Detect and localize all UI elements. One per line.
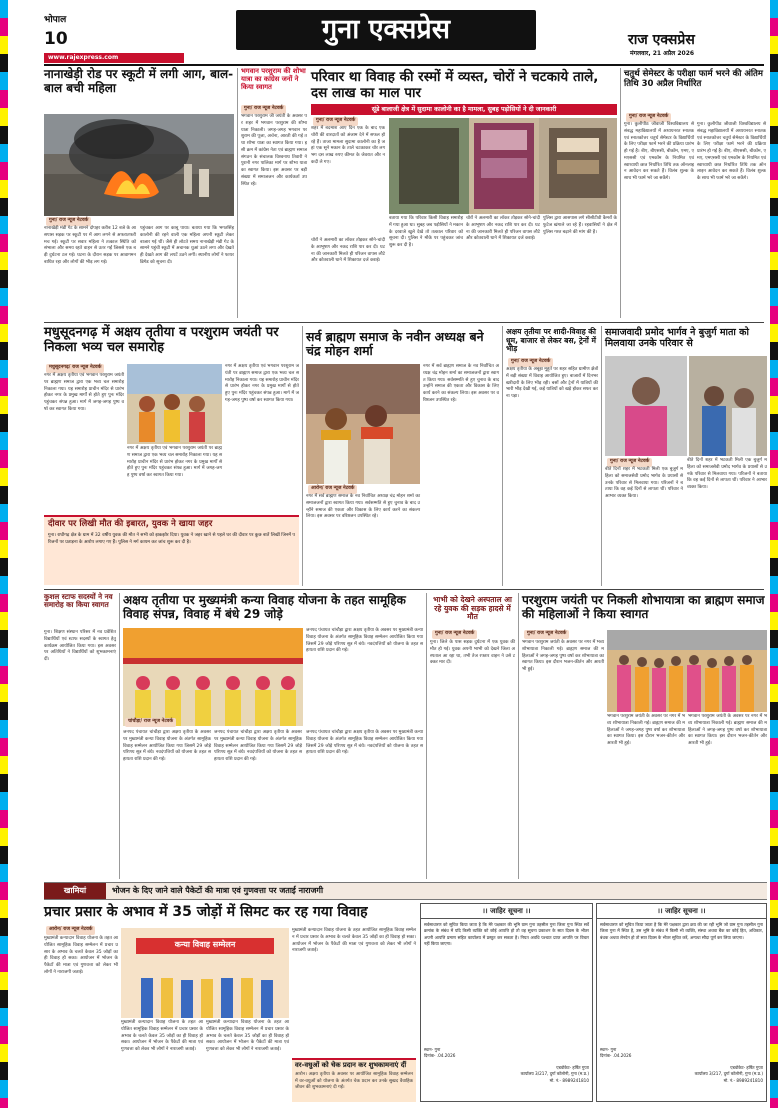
prachar-body-3: मुख्यमंत्री कन्यादान विवाह योजना के तहत आयोजित सामूहिक विवाह सम्मेलन में प्रचार प्रसार के अभाव के चलते केवल 35 जोड़ों का ही विवाह हो सका। आयोजन में भोजन के पैकेटों की मात्रा एवं गुणवत्ता को लेकर भी लोगों ने नाराजगी जताई।	[206, 1020, 291, 1052]
madhusudangarh-body-3: नगर में अक्षय तृतीया एवं भगवान परशुराम जयंती पर ब्राह्मण समाज द्वारा एक भव्य चल समारोह निकाला गया। यह समारोह प्राचीन मंदिर से प्रारंभ होकर नगर के प्रमुख मार्गों से होते हुए पुनः मंदिर पहुंचकर संपन्न हुआ। मार्ग में जगह-जगह पुष्प वर्षा कर स्वागत किया गया।	[127, 446, 224, 478]
semester-byline: गुना/ राज न्यूज नेटवर्क	[626, 113, 671, 122]
akshaya-market-body: अक्षय तृतीया के अबूझ मुहूर्त पर शहर सहित ग्रामीण क्षेत्रों में बड़ी संख्या में विवाह आयोजित हुए। बाजारों में दिनभर खरीदारी के लिए भीड़ रही। बसों और ट्रेनों में यात्रियों की भारी भीड़ देखी गई, कई यात्रियों को खड़े होकर सफर करना पड़ा।	[506, 367, 600, 399]
bhabhi-byline: गुना/ राज न्यूज नेटवर्क	[432, 630, 477, 639]
cheque-headline: वर-वधुओं को चेक प्रदान कर शुभकामनाएं दीं	[295, 1061, 407, 1069]
row-divider	[44, 589, 764, 590]
notice-1-body: सर्वसाधारण को सूचित किया जाता है कि मेरे पक्षकार की भूमि ग्राम गुना तहसील गुना जिला गुना स्थित सर्वे क्रमांक के संबंध में यदि किसी व्यक्ति को कोई आपत्ति हो तो वह सूचना प्रकाशन के सात दिवस के भीतर अपनी आपत्ति प्रमाण सहित कार्यालय में प्रस्तुत कर सकता है। नियत अवधि पश्चात प्राप्त आपत्ति पर विचार नहीं किया जाएगा।	[424, 922, 589, 947]
scooter-body-2: पहुंचकर आग पर काबू पाया। बताया गया कि भगतसिंह कालोनी की रहने वाली एक महिला अपनी स्कूटी लेकर बाजार गई थीं। जैसे ही लोटते समय नानाखेड़ी मंडी गेट के सामने पहुंची स्कूटी में अचानक धुआं उठने लगा और देखते ही देखते आग की लपटें उठने लगीं। स्थानीय लोगों ने फायर ब्रिगेड को सूचना दी।	[140, 226, 236, 265]
scooter-byline: गुना/ राज न्यूज नेटवर्क	[46, 217, 91, 226]
col-divider	[601, 326, 602, 586]
prachar-body-4: मुख्यमंत्री कन्यादान विवाह योजना के तहत आयोजित सामूहिक विवाह सम्मेलन में प्रचार प्रसार के अभाव के चलते केवल 35 जोड़ों का ही विवाह हो सका। आयोजन में भोजन के पैकेटों की मात्रा एवं गुणवत्ता को लेकर भी लोगों ने नाराजगी जताई।	[292, 928, 418, 954]
sarva-brahman-body-1: नगर में सर्व ब्राह्मण समाज के नव निर्वाचित अध्यक्ष चंद्र मोहन शर्मा का समाजजनों द्वारा स्वागत किया गया। सर्वसम्मति से हुए चुनाव के बाद उन्होंने समाज की एकता और विकास के लिए कार्य करने का संकल्प लिया। इस अवसर पर वरिष्ठजन उपस्थित रहे।	[306, 494, 422, 520]
parshuram-yatra-headline: भगवान परशुराम की शोभा यात्रा का कांग्रेस जनों ने किया स्वागत	[241, 67, 306, 91]
madhusudangarh-headline: मधुसूदनगढ़ में अक्षय तृतीया व परशुराम जयंती पर निकला भव्य चल समारोह	[44, 325, 279, 355]
notice-2-date: स्थान- गुना दिनांक- .04.2026	[600, 1047, 632, 1059]
header-rule	[44, 64, 764, 66]
pramod-headline: समाजवादी प्रमोद भार्गव ने बुजुर्ग माता को मिलवाया उनके परिवार से	[605, 327, 749, 349]
notice-1-sign: एडवोकेट- हर्षित गुप्ता कार्यालय 3/217, दुर्गा कॉलोनी, गुना (म.प्र.) मो. नं.- 8989241810	[520, 1065, 589, 1083]
semester-headline: चतुर्थ सेमेस्टर के परीक्षा फार्म भरने की अंतिम तिथि 30 अप्रैल निर्धारित	[624, 69, 763, 89]
madhusudangarh-photo	[127, 364, 222, 444]
pramod-body-1: बीते दिनों शहर में भटकती मिली एक बुजुर्ग महिला को समाजसेवी प्रमोद भार्गव के प्रयासों से उनके परिवार से मिलवाया गया। परिजनों ने बताया कि वह कई दिनों से लापता थीं। परिवार ने आभार व्यक्त किया।	[605, 467, 685, 499]
kanya-vivah-body-4: जनपद पंचायत चांचौड़ा द्वारा अक्षय तृतीया के अवसर पर मुख्यमंत्री कन्या विवाह योजना के अंतर्गत सामूहिक विवाह सम्मेलन आयोजित किया गया जिसमें 29 जोड़े परिणय सूत्र में बंधे। नवदंपत्तियों को योजना के तहत सहायता राशि प्रदान की गई।	[306, 730, 425, 756]
parshuram-yatra-byline: गुना/ राज न्यूज नेटवर्क	[241, 105, 286, 114]
suicide-headline: दीवार पर लिखी मौत की इबारत, युवक ने खाया जहर	[48, 519, 213, 529]
pramod-body-2: बीते दिनों शहर में भटकती मिली एक बुजुर्ग महिला को समाजसेवी प्रमोद भार्गव के प्रयासों से उनके परिवार से मिलवाया गया। परिजनों ने बताया कि वह कई दिनों से लापता थीं। परिवार ने आभार व्यक्त किया।	[687, 458, 769, 490]
col-divider	[620, 68, 621, 318]
city-label: भोपाल	[44, 15, 67, 25]
khamiya-label: खामियां	[44, 883, 106, 899]
semester-body-1: गुना। कुलीपीठ जीवाजी विश्वविद्यालय से संबद्ध महाविद्यालयों में अध्ययनरत स्नातक एवं स्नातकोत्तर चतुर्थ सेमेस्टर के विद्यार्थियों के लिए परीक्षा फार्म भरने की प्रक्रिया प्रारंभ हो गई है। बीए, बीएससी, बीकॉम, एमए, एमएससी एवं एमकॉम के नियमित एवं स्वाध्यायी छात्र निर्धारित तिथि तक ऑनलाइन आवेदन कर सकते हैं। विलंब शुल्क के साथ भी फार्म भरे जा सकेंगे।	[624, 122, 696, 181]
khamiya-text: भोजन के दिए जाने वाले पैकेटों की मात्रा एवं गुणवत्ता पर जताई नाराजगी	[112, 886, 324, 895]
prachar-photo	[121, 928, 289, 1018]
col-divider	[426, 593, 427, 879]
notice-1	[420, 903, 593, 1102]
issue-date: मंगलवार, 21 अप्रैल 2026	[630, 50, 695, 57]
sarva-brahman-body-2: नगर में सर्व ब्राह्मण समाज के नव निर्वाचित अध्यक्ष चंद्र मोहन शर्मा का समाजजनों द्वारा स्वागत किया गया। सर्वसम्मति से हुए चुनाव के बाद उन्होंने समाज की एकता और विकास के लिए कार्य करने का संकल्प लिया। इस अवसर पर वरिष्ठजन उपस्थित रहे।	[423, 364, 501, 403]
page-number: 10	[44, 29, 68, 49]
bhabhi-headline: भाभी को देखने अस्पताल आ रहे युवक की सड़क हादसे में मौत	[433, 595, 512, 622]
theft-subhead: सूंडे बालाजी क्षेत्र में सुदामा कालोनी का है मामला, सुबह पड़ोसियों ने दी जानकारी	[311, 104, 617, 115]
cheque-body: आरोन। अक्षय तृतीया के अवसर पर आयोजित सामूहिक विवाह सम्मेलन में वर-वधुओं को योजना के अंतर्गत चेक प्रदान कर उनके सुखद वैवाहिक जीवन की शुभकामनाएं दी गईं।	[295, 1071, 415, 1091]
sarva-brahman-byline: आरोन/ राज न्यूज नेटवर्क	[308, 485, 357, 494]
kanya-vivah-body-1: जनपद पंचायत चांचौड़ा द्वारा अक्षय तृतीया के अवसर पर मुख्यमंत्री कन्या विवाह योजना के अंतर्गत सामूहिक विवाह सम्मेलन आयोजित किया गया जिसमें 29 जोड़े परिणय सूत्र में बंधे। नवदंपत्तियों को योजना के तहत सहायता राशि प्रदान की गई।	[306, 628, 425, 654]
notice-2	[596, 903, 767, 1102]
suicide-box	[44, 515, 299, 585]
col-divider	[302, 326, 303, 586]
kanya-vivah-body-3: जनपद पंचायत चांचौड़ा द्वारा अक्षय तृतीया के अवसर पर मुख्यमंत्री कन्या विवाह योजना के अंतर्गत सामूहिक विवाह सम्मेलन आयोजित किया गया जिसमें 29 जोड़े परिणय सूत्र में बंधे। नवदंपत्तियों को योजना के तहत सहायता राशि प्रदान की गई।	[214, 730, 304, 762]
col-divider	[119, 593, 120, 879]
cheque-box	[292, 1058, 416, 1102]
theft-body-3: चोरों ने अलमारी का लॉकर तोड़कर सोने-चांदी के आभूषण और नकद राशि पार कर दी। घटना की जानकारी मिलते ही परिजन वापस लौटे और कोतवाली थाने में शिकायत दर्ज कराई।	[466, 216, 542, 242]
brand-name: राज एक्सप्रेस	[628, 32, 695, 48]
madhusudangarh-body-2: नगर में अक्षय तृतीया एवं भगवान परशुराम जयंती पर ब्राह्मण समाज द्वारा एक भव्य चल समारोह निकाला गया। यह समारोह प्राचीन मंदिर से प्रारंभ होकर नगर के प्रमुख मार्गों से होते हुए पुनः मंदिर पहुंचकर संपन्न हुआ। मार्ग में जगह-जगह पुष्प वर्षा कर स्वागत किया गया।	[225, 364, 301, 403]
scooter-fire-photo	[44, 114, 234, 216]
parshuram-yatra-body: भगवान परशुराम जी जयंती के अवसर पर शहर में भगवान परशुराम की शोभा यात्रा निकाली। जगह-जगह भगवान परशुराम की पूजा, अर्चना, आरती की गई तथा शोभा यात्रा का स्वागत किया गया। इसी क्रम में कांग्रेस नेता एवं ब्राह्मण समाज संगठन के संचालक विश्वनाथ तिवारी ने पुरानी नगर पालिका मार्ग पर शोभा यात्रा का स्वागत किया। इस अवसर पर बड़ी संख्या में समाजजन और कार्यकर्ता उपस्थित रहे।	[241, 114, 309, 187]
madhusudangarh-body: नगर में अक्षय तृतीया एवं भगवान परशुराम जयंती पर ब्राह्मण समाज द्वारा एक भव्य चल समारोह निकाला गया। यह समारोह प्राचीन मंदिर से प्रारंभ होकर नगर के प्रमुख मार्गों से होते हुए पुनः मंदिर पहुंचकर संपन्न हुआ। मार्ग में जगह-जगह पुष्प वर्षा कर स्वागत किया गया।	[44, 373, 126, 412]
scooter-headline: नानाखेड़ी रोड पर स्कूटी में लगी आग, बाल-बाल बची महिला	[44, 67, 234, 95]
theft-body-4: पुलिस द्वारा आसपास लगे सीसीटीवी कैमरों के फुटेज खंगाले जा रहे हैं। रहवासियों ने क्षेत्र में पुलिस गश्त बढ़ाने की मांग की है।	[543, 216, 619, 235]
prachar-body-1: मुख्यमंत्री कन्यादान विवाह योजना के तहत आयोजित सामूहिक विवाह सम्मेलन में प्रचार प्रसार के अभाव के चलते केवल 35 जोड़ों का ही विवाह हो सका। आयोजन में भोजन के पैकेटों की मात्रा एवं गुणवत्ता को लेकर भी लोगों ने नाराजगी जताई।	[44, 936, 120, 975]
akshaya-market-headline: अक्षय तृतीया पर शादी-विवाह की धूम, बाजार से लेकर बस, ट्रेनों में भीड़	[506, 327, 597, 354]
theft-byline: गुना/ राज न्यूज नेटवर्क	[313, 117, 358, 126]
shobhayatra-byline: गुना/ राज न्यूज नेटवर्क	[524, 630, 569, 639]
prachar-body-2: मुख्यमंत्री कन्यादान विवाह योजना के तहत आयोजित सामूहिक विवाह सम्मेलन में प्रचार प्रसार के अभाव के चलते केवल 35 जोड़ों का ही विवाह हो सका। आयोजन में भोजन के पैकेटों की मात्रा एवं गुणवत्ता को लेकर भी लोगों ने नाराजगी जताई।	[121, 1020, 205, 1052]
shobhayatra-photo	[607, 630, 767, 712]
kushal-body: गुना। शिक्षण संस्थान परिसर में नव प्रवेशित विद्यार्थियों एवं स्टाफ सदस्यों के स्वागत हेतु कार्यक्रम आयोजित किया गया। इस अवसर पर अतिथियों ने विद्यार्थियों को शुभकामनाएं दीं।	[44, 630, 118, 662]
notice-2-title: ।। जाहिर सूचना ।।	[597, 904, 766, 919]
notice-2-body: सर्वसाधारण को सूचित किया जाता है कि मेरे पक्षकार द्वारा क्रय की जा रही भूमि जो ग्राम गुना तहसील गुना जिला गुना में स्थित है, उस भूमि के संबंध में किसी भी व्यक्ति, संस्था अथवा बैंक का कोई हित, अधिकार, बंधक अथवा लेनदेन हो तो सात दिवस के भीतर सूचित करें, अन्यथा सौदा पूर्ण कर लिया जाएगा।	[600, 922, 763, 940]
color-strip-right	[770, 0, 778, 1108]
col-divider	[502, 326, 503, 586]
notice-2-sign: एडवोकेट- हर्षित गुप्ता कार्यालय 3/217, दुर्गा कॉलोनी, गुना (म.प्र.) मो. नं.- 8989241810	[694, 1065, 763, 1083]
col-divider	[237, 68, 238, 318]
bhabhi-body: गुना। जिले के पास सड़क दुर्घटना में एक युवक की मौत हो गई। युवक अपनी भाभी को देखने जिला अस्पताल आ रहा था, तभी तेज रफ्तार वाहन ने उसे टक्कर मार दी।	[430, 640, 517, 666]
prachar-banner-text: कन्या विवाह सम्मेलन	[174, 940, 236, 949]
color-strip-left	[0, 0, 8, 1108]
theft-body-1b: चोरों ने अलमारी का लॉकर तोड़कर सोने-चांदी के आभूषण और नकद राशि पार कर दी। घटना की जानकारी मिलते ही परिजन वापस लौटे और कोतवाली थाने में शिकायत दर्ज कराई।	[311, 238, 387, 264]
kushal-headline: कुशल स्टाफ सदस्यों ने नव समारोह का किया स्वागत	[44, 592, 113, 610]
prachar-byline: आरोन/ राज न्यूज नेटवर्क	[46, 926, 95, 935]
theft-house-photo	[389, 118, 617, 214]
semester-body-2: गुना। कुलीपीठ जीवाजी विश्वविद्यालय से संबद्ध महाविद्यालयों में अध्ययनरत स्नातक एवं स्नातकोत्तर चतुर्थ सेमेस्टर के विद्यार्थियों के लिए परीक्षा फार्म भरने की प्रक्रिया प्रारंभ हो गई है। बीए, बीएससी, बीकॉम, एमए, एमएससी एवं एमकॉम के नियमित एवं स्वाध्यायी छात्र निर्धारित तिथि तक ऑनलाइन आवेदन कर सकते हैं। विलंब शुल्क के साथ भी फार्म भरे जा सकेंगे।	[697, 122, 768, 181]
theft-body-2: बताया गया कि परिवार किसी विवाह समारोह में गया हुआ था। सुबह जब पड़ोसियों ने मकान के दरवाजे खुले देखे तो तत्काल परिवार को सूचना दी। पुलिस ने मौके पर पहुंचकर जांच शुरू कर दी है।	[389, 216, 465, 248]
sarva-brahman-headline: सर्व ब्राह्मण समाज के नवीन अध्यक्ष बने चंद्र मोहन शर्मा	[306, 329, 484, 359]
row-divider	[44, 322, 764, 323]
notice-1-date: स्थान- गुना दिनांक- .04.2026	[424, 1047, 456, 1059]
theft-body-1: शहर में बदमाश आए दिन एक के बाद एक चोरी की वारदातों को अंजाम देने में सफल हो रहे हैं। ताजा मामला सुदामा कालोनी का है जहां एक सूने मकान के ताले चटकाकर चोर लगभग दस लाख रुपए कीमत के जेवरात और नकदी ले गए।	[311, 126, 387, 165]
kanya-vivah-photo	[123, 628, 303, 726]
pramod-byline: गुना/ राज न्यूज नेटवर्क	[607, 458, 652, 467]
kanya-vivah-byline: चांचौड़ा/ राज न्यूज नेटवर्क	[125, 718, 176, 727]
shobhayatra-body-2: भगवान परशुराम जयंती के अवसर पर नगर में भव्य शोभायात्रा निकाली गई। ब्राह्मण समाज की महिलाओं ने जगह-जगह पुष्प वर्षा कर शोभायात्रा का स्वागत किया। इस दौरान भजन-कीर्तन और आरती भी हुई।	[607, 714, 687, 746]
theft-headline: परिवार था विवाह की रस्मों में व्यस्त, चोरों ने चटकाये ताले, दस लाख का माल पार	[311, 69, 599, 101]
khamiya-bar	[44, 882, 767, 900]
akshaya-market-byline: गुना/ राज न्यूज नेटवर्क	[508, 358, 553, 367]
madhusudangarh-byline: मधुसूदनगढ़/ राज न्यूज नेटवर्क	[46, 364, 104, 373]
shobhayatra-body-1: भगवान परशुराम जयंती के अवसर पर नगर में भव्य शोभायात्रा निकाली गई। ब्राह्मण समाज की महिलाओं ने जगह-जगह पुष्प वर्षा कर शोभायात्रा का स्वागत किया। इस दौरान भजन-कीर्तन और आरती भी हुई।	[522, 640, 606, 672]
sarva-brahman-photo	[306, 364, 420, 484]
shobhayatra-body-3: भगवान परशुराम जयंती के अवसर पर नगर में भव्य शोभायात्रा निकाली गई। ब्राह्मण समाज की महिलाओं ने जगह-जगह पुष्प वर्षा कर शोभायात्रा का स्वागत किया। इस दौरान भजन-कीर्तन और आरती भी हुई।	[688, 714, 769, 746]
suicide-body: गुना। राघौगढ़ क्षेत्र के ग्राम में 32 वर्षीय युवक की मौत ने सभी को झकझोर दिया। युवक ने जहर खाने से पहले घर की दीवार पर कुछ बातें लिखीं जिनमें परिजनों पर प्रताड़ना के आरोप लगाए गए हैं। पुलिस ने मर्ग कायम कर जांच शुरू कर दी है।	[48, 532, 295, 545]
masthead: गुना एक्सप्रेस	[236, 10, 536, 50]
shobhayatra-headline: परशुराम जयंती पर निकली शोभायात्रा का ब्राह्मण समाज की महिलाओं ने किया स्वागत	[522, 593, 765, 621]
kanya-vivah-body-2: जनपद पंचायत चांचौड़ा द्वारा अक्षय तृतीया के अवसर पर मुख्यमंत्री कन्या विवाह योजना के अंतर्गत सामूहिक विवाह सम्मेलन आयोजित किया गया जिसमें 29 जोड़े परिणय सूत्र में बंधे। नवदंपत्तियों को योजना के तहत सहायता राशि प्रदान की गई।	[123, 730, 213, 762]
pramod-photo-1	[605, 356, 687, 456]
notice-1-title: ।। जाहिर सूचना ।।	[421, 904, 592, 919]
pramod-photo-2	[689, 356, 767, 456]
website[interactable]: www.rajexpress.com	[44, 53, 184, 63]
prachar-headline: प्रचार प्रसार के अभाव में 35 जोड़ों में सिमट कर रह गया विवाह	[44, 904, 368, 920]
col-divider	[518, 593, 519, 879]
kanya-vivah-headline: अक्षय तृतीया पर मुख्यमंत्री कन्या विवाह योजना के तहत सामूहिक विवाह संपन्न, विवाह में बंधे 29 जोड़े	[123, 593, 406, 621]
scooter-body-1: नानाखेड़ी मंडी गेट के सामने दोपहर करीब 12 बजे के आसपास सड़क पर स्कूटी पर में आग लगने से अफरातफरी मच गई। स्कूटी पर सवार महिला ने तत्काल स्थिति को संभाला और समय रहते वाहन से उतर गईं जिससे एक बड़ी दुर्घटना टल गई। घटना के दौरान सड़क पर आवागमन बाधित रहा और लोगों की भीड़ लग गई।	[44, 226, 138, 265]
